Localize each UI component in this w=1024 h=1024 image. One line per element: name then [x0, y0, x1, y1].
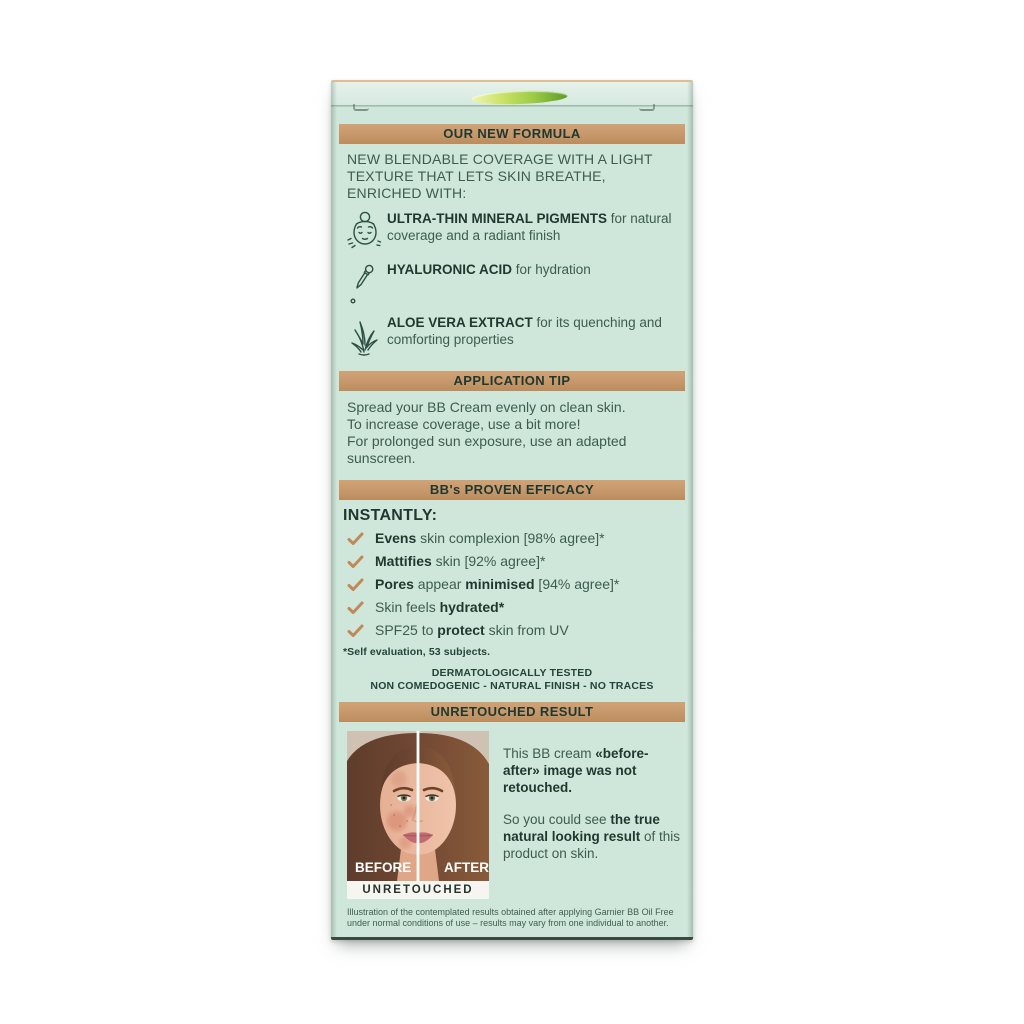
face-icon	[341, 210, 387, 254]
efficacy-item	[347, 600, 693, 615]
efficacy-footnote: *Self evaluation, 53 subjects.	[343, 646, 491, 658]
result-disclaimer: Illustration of the contemplated results obtained after applying Garnier BB Oil Free under normal conditions of use – results may vary from one individual to another.	[347, 907, 674, 928]
dropper-icon	[341, 261, 387, 307]
before-label: BEFORE	[355, 860, 412, 875]
efficacy-item-text: Mattifies skin [92% agree]*	[375, 553, 546, 569]
bb-cream-box-back	[331, 80, 693, 940]
result-title: UNRETOUCHED RESULT	[430, 704, 594, 719]
check-icon	[347, 555, 365, 569]
ingredient-text: HYALURONIC ACID for hydration	[387, 262, 591, 277]
box-back-panel	[331, 107, 693, 929]
fold-notch-right	[639, 104, 655, 111]
section-banner-efficacy	[339, 480, 685, 500]
efficacy-item-text: Skin feels hydrated*	[375, 599, 505, 615]
formula-title: OUR NEW FORMULA	[443, 126, 581, 141]
result-paragraph: This BB cream «before-after» image was not retouched.	[503, 746, 649, 795]
efficacy-item-text: SPF25 to protect skin from UV	[375, 622, 569, 638]
check-icon	[347, 624, 365, 638]
check-icon	[347, 578, 365, 592]
application-line: For prolonged sun exposure, use an adapted sunscreen.	[347, 433, 627, 466]
check-icon	[347, 532, 365, 546]
result-section	[347, 731, 683, 899]
application-line: Spread your BB Cream evenly on clean skin.	[347, 399, 626, 415]
claim-line: NON COMEDOGENIC - NATURAL FINISH - NO TRACES	[370, 680, 654, 692]
box-top-flap	[331, 82, 693, 105]
ingredient-row-aloe	[341, 314, 683, 358]
check-icon	[347, 601, 365, 615]
result-description	[489, 731, 683, 899]
ingredient-row-hyaluronic	[341, 261, 683, 307]
application-text	[347, 399, 679, 467]
efficacy-list	[347, 531, 693, 638]
garnier-leaf-icon	[471, 89, 567, 105]
claim-line: DERMATOLOGICALLY TESTED	[431, 667, 593, 679]
section-banner-result	[339, 702, 685, 722]
fold-notch-left	[353, 104, 369, 111]
aloe-icon	[341, 314, 387, 358]
before-after-photo	[347, 731, 489, 899]
efficacy-heading: INSTANTLY:	[343, 507, 438, 524]
result-paragraph: So you could see the true natural looking result of this product on skin.	[503, 812, 681, 861]
efficacy-item	[347, 623, 693, 638]
application-line: To increase coverage, use a bit more!	[347, 416, 581, 432]
ingredient-text: ALOE VERA EXTRACT for its quenching and comforting properties	[387, 315, 662, 347]
after-label: AFTER	[444, 860, 489, 875]
section-banner-application	[339, 371, 685, 391]
efficacy-item-text: Evens skin complexion [98% agree]*	[375, 530, 605, 546]
efficacy-item	[347, 577, 693, 592]
section-banner-formula	[339, 124, 685, 144]
unretouched-label: UNRETOUCHED	[347, 881, 489, 899]
efficacy-item-text: Pores appear minimised [94% agree]*	[375, 576, 620, 592]
efficacy-item	[347, 531, 693, 546]
efficacy-title: BB's PROVEN EFFICACY	[429, 482, 595, 497]
formula-intro: NEW BLENDABLE COVERAGE WITH A LIGHT TEXTURE THAT LETS SKIN BREATHE, ENRICHED WITH:	[347, 151, 653, 201]
claims-block	[331, 667, 693, 693]
before-after-face-image	[347, 731, 489, 881]
ingredient-text: ULTRA-THIN MINERAL PIGMENTS for natural coverage and a radiant finish	[387, 211, 672, 243]
efficacy-item	[347, 554, 693, 569]
ingredient-row-pigments	[341, 210, 683, 254]
application-title: APPLICATION TIP	[453, 373, 571, 388]
